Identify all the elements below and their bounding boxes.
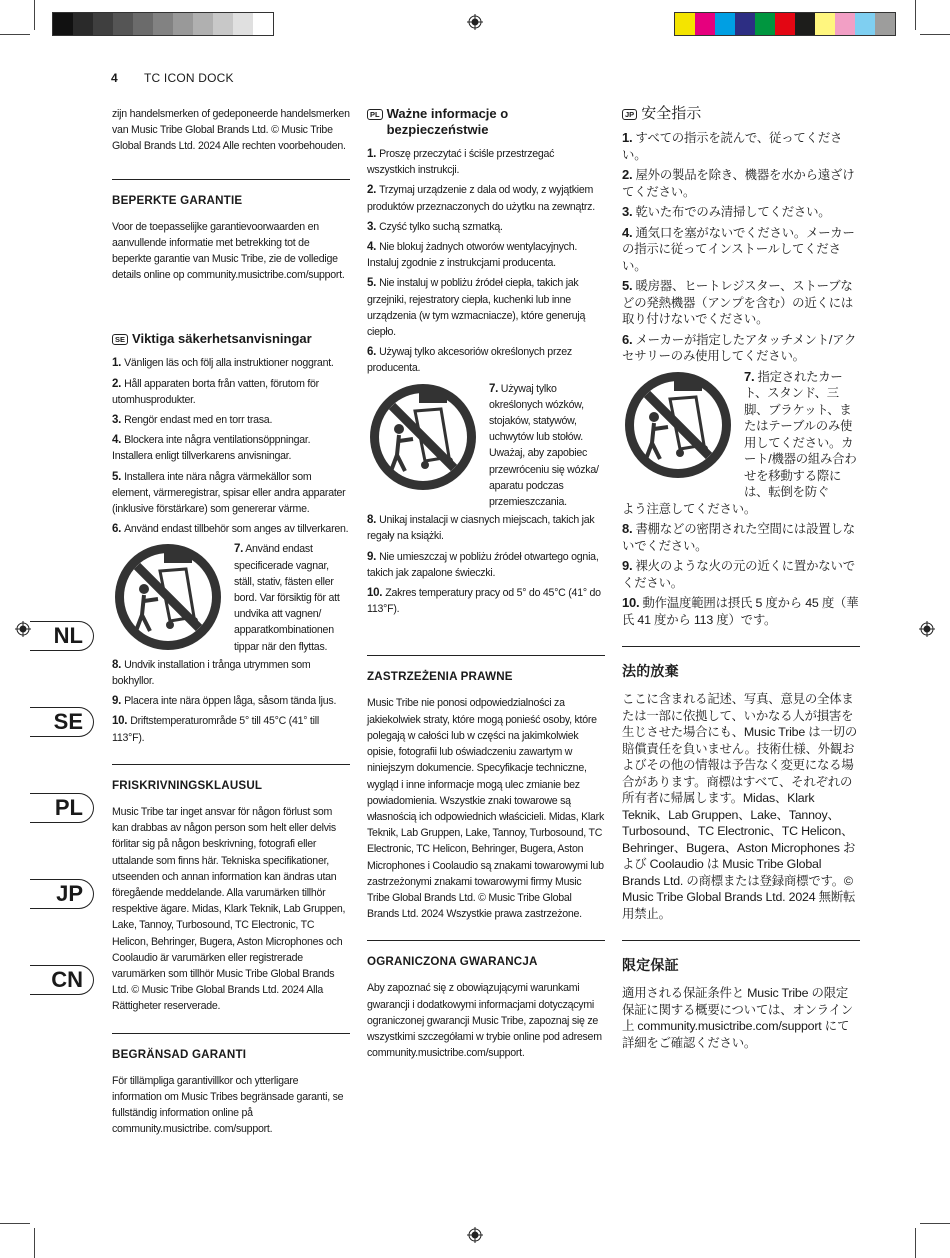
- pl-item-7-number: 7.: [489, 382, 499, 395]
- pl-item-7-text: Używaj tylko określonych wózków, stojaków, statywów, uchwytów lub stołów. Uważaj, aby zapobiec przewróceniu się wózka/ aparatu podczas przemieszczania.: [489, 382, 599, 509]
- pl-disclaimer-section: [367, 655, 605, 922]
- column-polish: [367, 106, 605, 1061]
- se-item-text: Använd endast tillbehör som anges av tillverkaren.: [124, 523, 349, 536]
- se-item-text: Undvik installation i trånga utrymmen som bokhyllor.: [112, 658, 311, 688]
- jp-safety-title: 安全指示: [641, 105, 702, 122]
- jp-safety-heading: [622, 106, 860, 122]
- jp-item-number: 6.: [622, 331, 633, 347]
- se-list-item: [112, 521, 350, 537]
- pl-item-text: Trzymaj urządzenie z dala od wody, z wyjątkiem produktów przeznaczonych do użytku na zewnątrz.: [367, 184, 595, 213]
- se-list-item: [112, 432, 350, 464]
- se-list-item: [112, 693, 350, 709]
- jp-cart-warning: [622, 369, 860, 501]
- crop-mark: [920, 1223, 950, 1224]
- gray-swatch: [133, 13, 153, 35]
- se-safety-title: Viktiga säkerhetsanvisningar: [132, 331, 312, 347]
- crop-mark: [34, 1228, 35, 1258]
- se-list-item: [112, 376, 350, 408]
- se-item-7-text: Använd endast specificerade vagnar, ställ, stativ, fästen eller bord. Var försiktig för att undvika att vagnen/ apparatkombinationen tippar när den flyttas.: [234, 543, 340, 653]
- pl-item-text: Nie blokuj żadnych otworów wentylacyjnych. Instaluj zgodnie z instrukcjami producenta.: [367, 241, 578, 270]
- se-item-text: Håll apparaten borta från vatten, förutom för utomhusprodukter.: [112, 377, 319, 406]
- jp-disclaimer-title: 法的放棄: [622, 663, 679, 679]
- jp-item-number: 10.: [622, 595, 640, 610]
- se-warranty-title: BEGRÄNSAD GARANTI: [112, 1047, 247, 1061]
- grayscale-calibration-bar: [52, 12, 274, 36]
- nl-warranty-text: Voor de toepasselijke garantievoorwaarden en aanvullende informatie met betrekking tot de beperkte garantie van Music Tribe, zie de volledige details online op community.musictribe.com/support.: [112, 220, 345, 282]
- jp-warranty-section: [622, 940, 860, 1051]
- se-warranty-text: För tillämpliga garantivillkor och ytterligare information om Music Tribes begränsade garanti, se fullständig information online på community.musictribe. com/support.: [112, 1074, 344, 1136]
- se-item-number: 1.: [112, 357, 122, 370]
- jp-list-item: [622, 595, 860, 628]
- jp-item-number: 3.: [622, 204, 633, 219]
- jp-item-7-number: 7.: [744, 368, 755, 384]
- jp-list-item: [622, 167, 860, 200]
- se-cart-warning: [112, 541, 350, 654]
- se-list-item: [112, 657, 350, 689]
- color-swatch: [735, 13, 755, 35]
- color-swatch: [795, 13, 815, 35]
- jp-item-number: 2.: [622, 167, 633, 182]
- se-item-text: Vänligen läs och följ alla instruktioner noggrant.: [124, 357, 334, 370]
- nl-trademark-text: zijn handelsmerken of gedeponeerde handelsmerken van Music Tribe Global Brands Ltd. © Music Tribe Global Brands Ltd. 2024 Alle rechten voorbehouden.: [112, 108, 350, 153]
- pl-item-7: [489, 381, 605, 511]
- gray-swatch: [213, 13, 233, 35]
- se-item-number: 6.: [112, 523, 122, 536]
- se-disclaimer-text: Music Tribe tar inget ansvar för någon förlust som kan drabbas av någon person som helt eller delvis förlitar sig på någon beskrivning, fotografi eller uttalande som finns här. Tekniska specifikationer, utseenden och annan information kan ändras utan föregående meddelande. Alla varumärken tillhör respektive ägare. Midas, Klark Teknik, Lab Gruppen, Lake, Tannoy, Turbosound, TC Electronic, TC Helicon, Behringer, Bugera, Aston Microphones och Coolaudio är varumärken eller registrerade varumärken som tillhör Music Tribe Global Brands Ltd. © Music Tribe Global Brands Ltd. 2024 Alla Rättigheter reserverade.: [112, 805, 346, 1013]
- jp-list-item: [622, 225, 860, 275]
- se-safety-section: [112, 331, 350, 745]
- gray-swatch: [233, 13, 253, 35]
- jp-list-item: [622, 521, 860, 554]
- pl-list-item: [367, 344, 605, 376]
- se-item-number: 10.: [112, 715, 128, 728]
- jp-item-number: 4.: [622, 224, 633, 240]
- se-item-text: Placera inte nära öppen låga, såsom tända ljus.: [124, 695, 337, 708]
- pl-cart-warning: [367, 381, 605, 511]
- lang-tab-cn[interactable]: CN: [30, 965, 94, 995]
- pl-list-item: [367, 275, 605, 340]
- jp-warranty-text: 適用される保証条件と Music Tribe の限定保証に関する概要については、オンライン上 community.musictribe.com/support にて詳細をご確認ください。: [622, 986, 854, 1050]
- pl-item-number: 6.: [367, 346, 377, 359]
- pl-safety-title: Ważne informacje o bezpieczeństwie: [386, 106, 509, 137]
- registration-mark-left: [15, 621, 31, 637]
- pl-list-item: [367, 219, 605, 235]
- jp-item-7-text: 指定されたカート、スタンド、三脚、ブラケット、またはテーブルのみ使用してください。カート/機器の組み合わせを移動する際には、転倒を防ぐ: [744, 369, 857, 499]
- pl-item-number: 2.: [367, 184, 377, 197]
- pl-safety-heading: [367, 106, 605, 138]
- jp-list-item: [622, 558, 860, 591]
- crop-mark: [0, 1223, 30, 1224]
- pl-item-text: Czyść tylko suchą szmatką.: [379, 220, 503, 233]
- lang-tab-nl[interactable]: NL: [30, 621, 94, 651]
- color-swatch: [715, 13, 735, 35]
- se-list-item: [112, 713, 350, 745]
- gray-swatch: [93, 13, 113, 35]
- lang-tab-se[interactable]: SE: [30, 707, 94, 737]
- registration-mark-bottom: [467, 1227, 483, 1243]
- se-item-7-number: 7.: [234, 543, 244, 556]
- pl-disclaimer-title: ZASTRZEŻENIA PRAWNE: [367, 670, 513, 684]
- se-item-number: 5.: [112, 470, 122, 483]
- color-swatch: [855, 13, 875, 35]
- pl-item-text: Nie umieszczaj w pobliżu źródeł otwartego ognia, takich jak zapalone świeczki.: [367, 550, 599, 579]
- crop-mark: [0, 34, 30, 35]
- nl-warranty-title: BEPERKTE GARANTIE: [112, 193, 243, 207]
- se-item-number: 4.: [112, 434, 122, 447]
- jp-item-number: 8.: [622, 521, 633, 536]
- se-safety-heading: [112, 331, 350, 347]
- jp-list-item: [622, 278, 860, 328]
- se-item-number: 8.: [112, 658, 122, 671]
- cart-tip-over-warning-icon: [367, 381, 489, 493]
- se-item-number: 3.: [112, 414, 122, 427]
- gray-swatch: [73, 13, 93, 35]
- se-lang-tag: SE: [112, 334, 128, 345]
- pl-list-item: [367, 239, 605, 271]
- jp-item-7: [744, 369, 860, 501]
- pl-item-number: 1.: [367, 148, 377, 160]
- jp-item-text: 通気口を塞がないでください。メーカーの指示に従ってインストールしてください。: [622, 225, 855, 273]
- color-swatch: [675, 13, 695, 35]
- cart-tip-over-warning-icon: [622, 369, 744, 481]
- se-item-number: 9.: [112, 695, 122, 708]
- pl-lang-tag: PL: [367, 109, 383, 120]
- gray-swatch: [53, 13, 73, 35]
- se-item-text: Rengör endast med en torr trasa.: [124, 414, 273, 427]
- gray-swatch: [173, 13, 193, 35]
- gray-swatch: [113, 13, 133, 35]
- jp-item-7-continued: よう注意してください。: [622, 501, 757, 516]
- column-swedish-dutch: [112, 106, 350, 1137]
- se-warranty-section: [112, 1033, 350, 1138]
- se-item-number: 2.: [112, 377, 122, 390]
- jp-warranty-title: 限定保証: [622, 957, 679, 973]
- crop-mark: [915, 1228, 916, 1258]
- lang-tab-pl[interactable]: PL: [30, 793, 94, 823]
- page-number: 4: [111, 71, 118, 85]
- jp-item-number: 9.: [622, 558, 633, 573]
- document-title: TC ICON DOCK: [144, 71, 234, 85]
- se-list-item: [112, 469, 350, 518]
- se-item-text: Installera inte nära några värmekällor som element, värmeregistrar, spisar eller andra apparater (inklusive förstärkare) som genererar värme.: [112, 470, 346, 516]
- pl-list-item: [367, 146, 605, 178]
- registration-mark-right: [919, 621, 935, 637]
- jp-item-text: 屋外の製品を除き、機器を水から遠ざけてください。: [622, 168, 855, 199]
- pl-warranty-section: [367, 940, 605, 1061]
- color-calibration-bar: [674, 12, 896, 36]
- pl-item-text: Zakres temperatury pracy od 5° do 45°C (41° do 113°F).: [367, 587, 601, 616]
- pl-list-item: [367, 585, 605, 617]
- se-item-7: [234, 541, 350, 654]
- color-swatch: [695, 13, 715, 35]
- pl-item-number: 8.: [367, 514, 377, 527]
- jp-item-text: 暖房器、ヒートレジスター、ストーブなどの発熱機器（アンプを含む）の近くには取り付けないでください。: [622, 279, 854, 326]
- jp-item-text: 動作温度範囲は摂氏 5 度から 45 度（華氏 41 度から 113 度）です。: [622, 596, 859, 627]
- jp-item-text: 裸火のような火の元の近くに置かないでください。: [622, 559, 855, 590]
- jp-list-item: [622, 130, 860, 163]
- se-list-item: [112, 412, 350, 428]
- pl-item-number: 3.: [367, 220, 377, 233]
- jp-list-item: [622, 204, 860, 221]
- jp-list-item: [622, 332, 860, 365]
- gray-swatch: [153, 13, 173, 35]
- color-swatch: [835, 13, 855, 35]
- pl-item-text: Unikaj instalacji w ciasnych miejscach, takich jak regały na książki.: [367, 514, 595, 543]
- jp-item-text: すべての指示を読んで、従ってください。: [622, 131, 843, 162]
- jp-item-text: 乾いた布でのみ清掃してください。: [635, 205, 831, 219]
- pl-item-number: 5.: [367, 277, 377, 290]
- color-swatch: [875, 13, 895, 35]
- pl-item-text: Nie instaluj w pobliżu źródeł ciepła, takich jak grzejniki, rejestratory ciepła, kuchenki lub inne urządzenia (w tym wzmacniacze), które generują ciepło.: [367, 277, 586, 339]
- registration-mark-top: [467, 14, 483, 30]
- crop-mark: [915, 0, 916, 30]
- jp-disclaimer-text: ここに含まれる記述、写真、意見の全体または一部に依拠して、いかなる人が損害を生じさせた場合にも、Music Tribe は一切の賠償責任を負いません。技術仕様、外観およびその他の情報は予告なく変更になる場合があります。商標はすべて、それぞれの所有者に帰属します。Midas、Klark Teknik、Lab Gruppen、Lake、Tannoy、Turbosound、TC Electronic、TC Helicon、Behringer、Bugera、Aston Microphones および Coolaudio は Music Tribe Global Brands Ltd. の商標または登録商標です。© Music Tribe Global Brands Ltd. 2024 無断転用禁止。: [622, 692, 858, 921]
- jp-disclaimer-section: [622, 646, 860, 922]
- color-swatch: [775, 13, 795, 35]
- se-item-text: Driftstemperaturområde 5° till 45°C (41° till 113°F).: [112, 715, 319, 744]
- pl-item-number: 10.: [367, 587, 383, 600]
- crop-mark: [920, 34, 950, 35]
- color-swatch: [815, 13, 835, 35]
- gray-swatch: [253, 13, 273, 35]
- jp-item-text: メーカーが指定したアタッチメント/アクセサリーのみ使用してください。: [622, 332, 857, 363]
- gray-swatch: [193, 13, 213, 35]
- pl-item-number: 9.: [367, 550, 377, 563]
- crop-mark: [34, 0, 35, 30]
- column-japanese: [622, 106, 860, 1051]
- pl-list-item: [367, 549, 605, 581]
- se-disclaimer-section: [112, 764, 350, 1015]
- pl-list-item: [367, 512, 605, 544]
- se-item-text: Blockera inte några ventilationsöppningar. Installera enligt tillverkarens anvisningar.: [112, 434, 311, 463]
- pl-disclaimer-text: Music Tribe nie ponosi odpowiedzialności za jakiekolwiek straty, które mogą ponieść osoby, które polegają w całości lub w części na jakimkolwiek opisie, fotografii lub oświadczeniu zawartym w niniejszym dokumencie. Specyfikacje techniczne, wygląd i inne informacje mogą ulec zmianie bez powiadomienia. Wszystkie znaki towarowe są własnością ich odpowiednich właścicieli. Midas, Klark Teknik, Lab Gruppen, Lake, Tannoy, Turbosound, TC Electronic, TC Helicon, Behringer, Bugera, Aston Microphones i Coolaudio są znakami towarowymi lub zastrzeżonymi znakami towarowymi firmy Music Tribe Global Brands Ltd. © Music Tribe Global Brands Ltd. 2024 Wszystkie prawa zastrzeżone.: [367, 697, 604, 921]
- lang-tab-jp[interactable]: JP: [30, 879, 94, 909]
- pl-warranty-text: Aby zapoznać się z obowiązującymi warunkami gwarancji i dodatkowymi informacjami dotyczącymi ograniczonej gwarancji Music Tribe, zapoznaj się ze wszystkimi szczegółami w trybie online pod adresem community.musictribe.com/support.: [367, 982, 602, 1060]
- jp-lang-tag: JP: [622, 109, 637, 120]
- cart-tip-over-warning-icon: [112, 541, 234, 653]
- pl-item-number: 4.: [367, 241, 377, 254]
- pl-list-item: [367, 182, 605, 214]
- color-swatch: [755, 13, 775, 35]
- jp-item-text: 書棚などの密閉された空間には設置しないでください。: [622, 522, 855, 553]
- pl-item-text: Proszę przeczytać i ściśle przestrzegać wszystkich instrukcji.: [367, 148, 555, 177]
- jp-item-number: 1.: [622, 130, 633, 145]
- nl-warranty-section: [112, 179, 350, 284]
- pl-item-text: Używaj tylko akcesoriów określonych przez producenta.: [367, 346, 572, 375]
- jp-item-number: 5.: [622, 278, 633, 293]
- pl-warranty-title: OGRANICZONA GWARANCJA: [367, 955, 538, 969]
- se-list-item: [112, 355, 350, 371]
- se-disclaimer-title: FRISKRIVNINGSKLAUSUL: [112, 778, 263, 792]
